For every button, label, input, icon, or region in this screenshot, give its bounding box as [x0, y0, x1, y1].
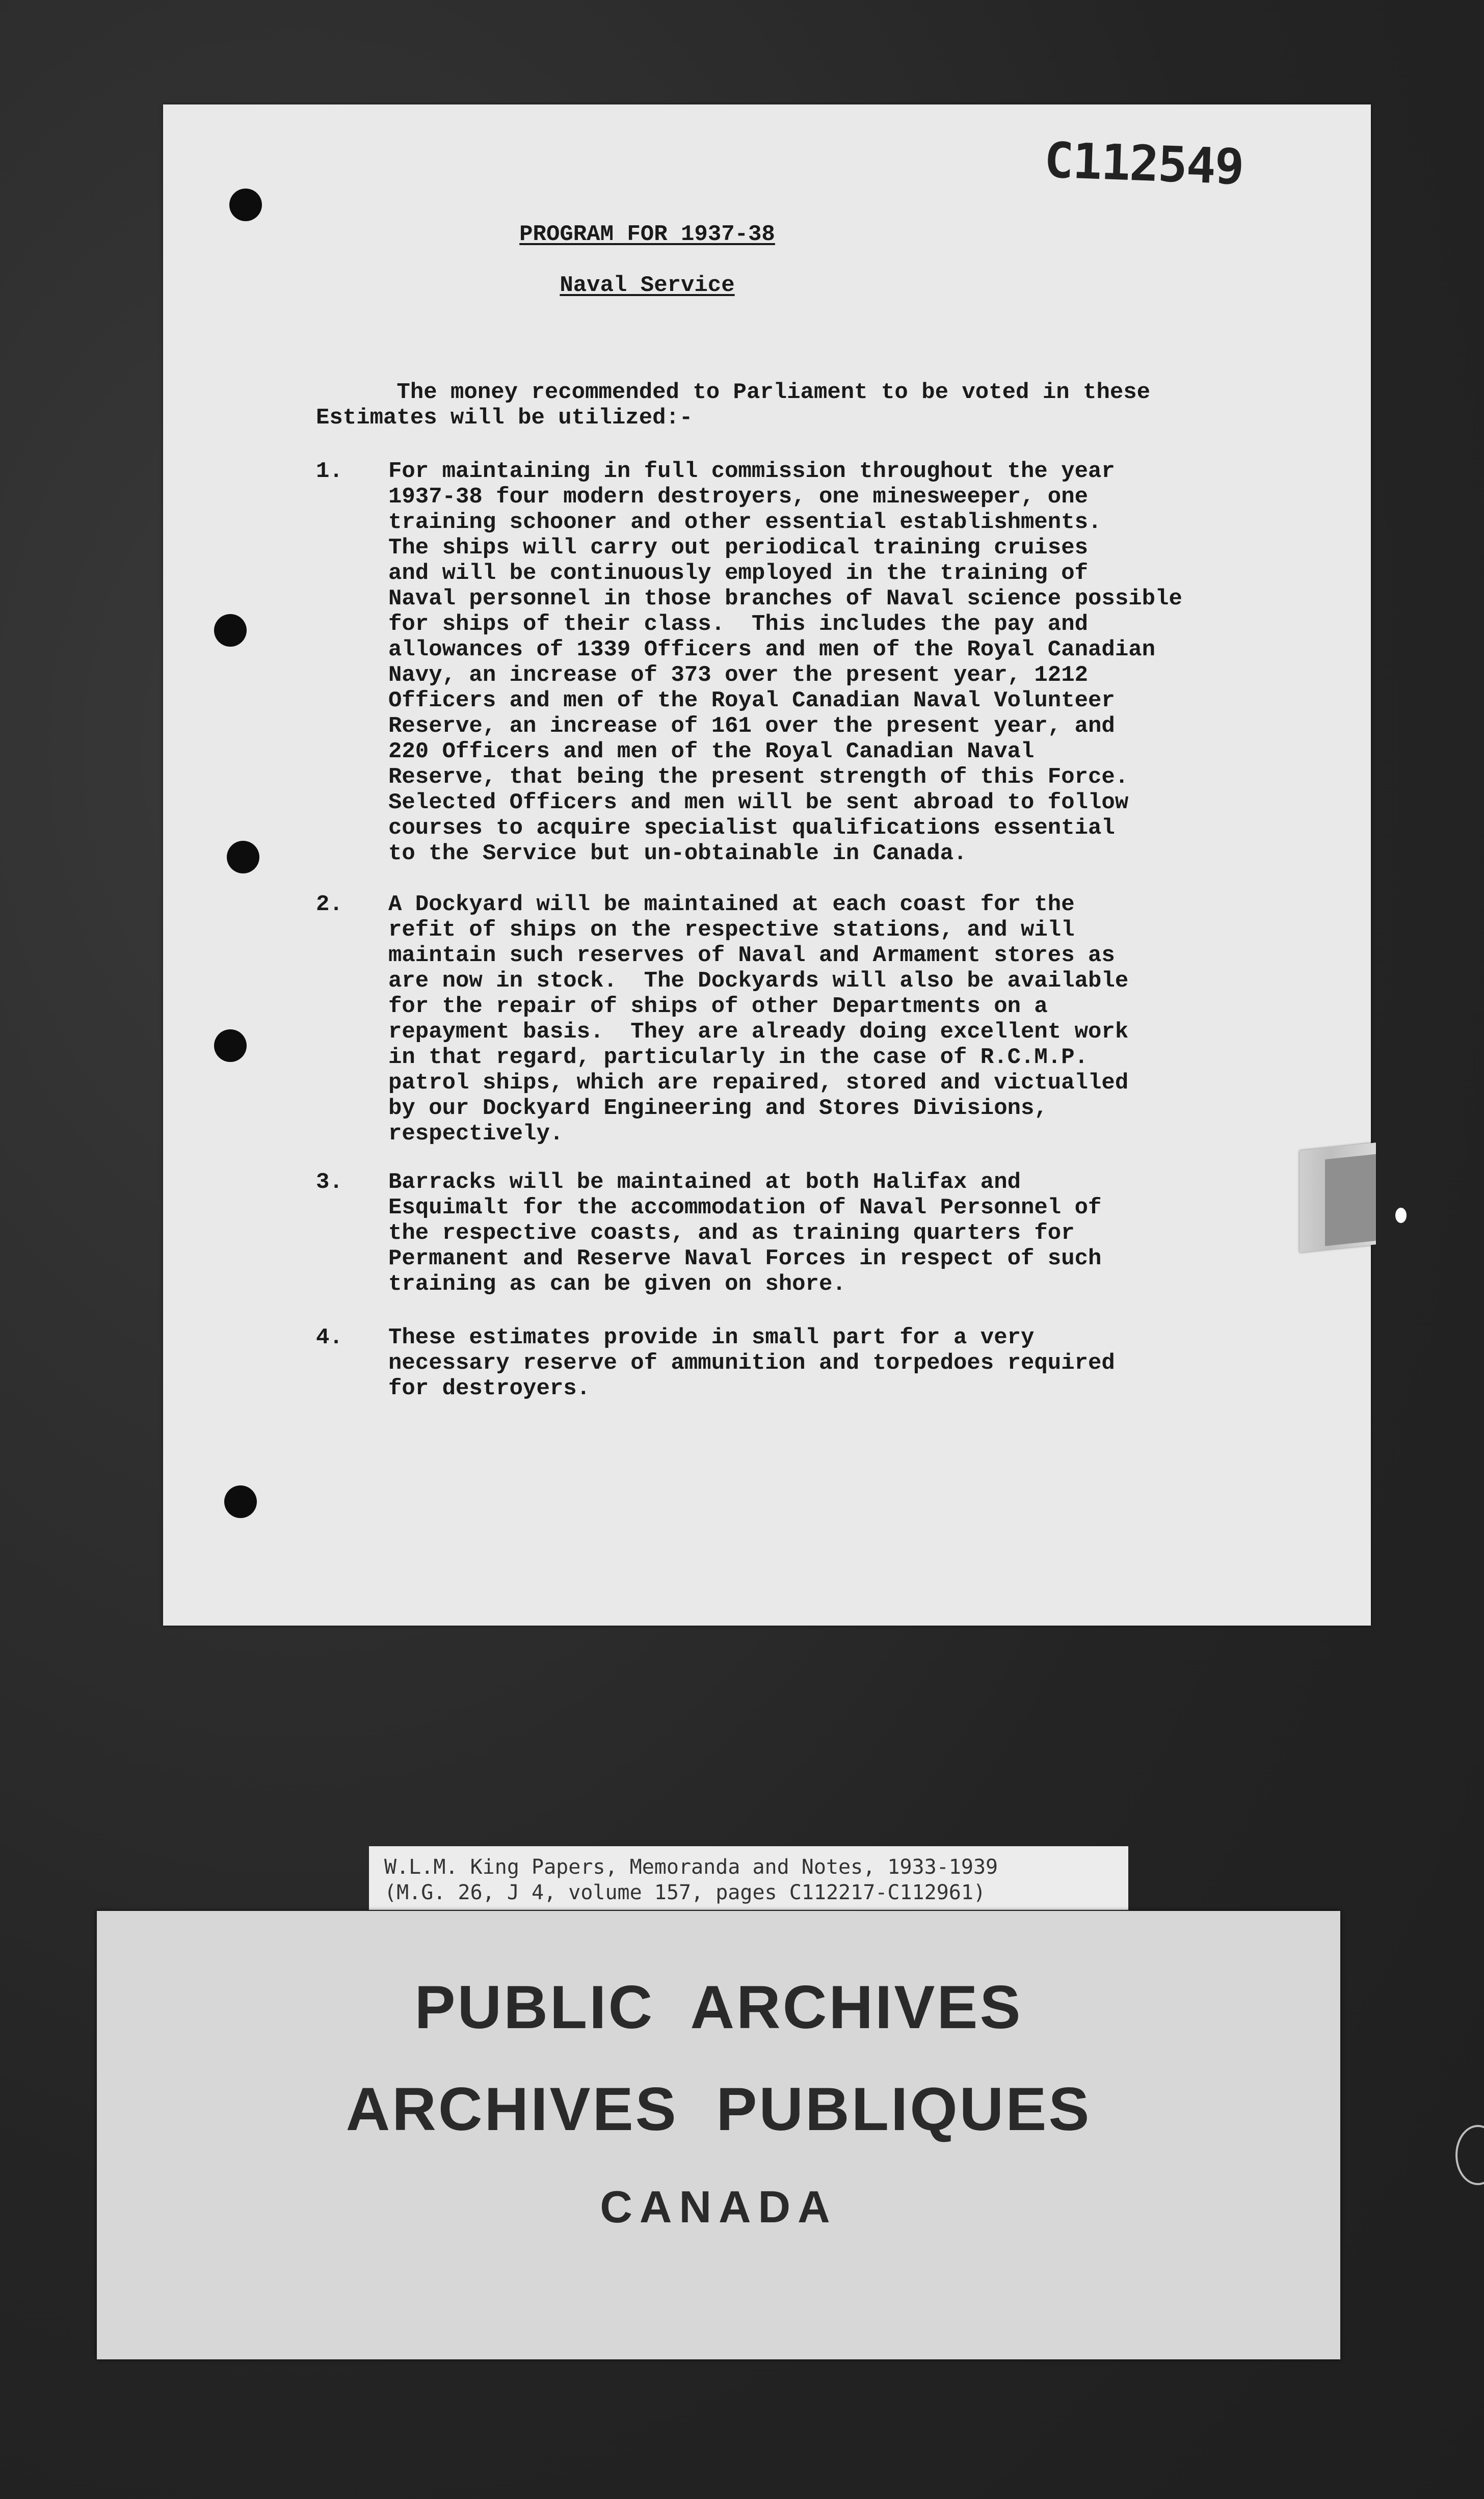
document-page	[163, 104, 1371, 1626]
archive-plate-french: ARCHIVES PUBLIQUES	[346, 2075, 1092, 2143]
archive-plate	[97, 1911, 1340, 2359]
item-number: 2.	[316, 892, 343, 917]
citation-line-1: W.L.M. King Papers, Memoranda and Notes, 1933-1939	[384, 1855, 998, 1879]
document-title: PROGRAM FOR 1937-38	[519, 222, 775, 247]
item-text: Barracks will be maintained at both Halifax and Esquimalt for the accommodation of Naval Personnel of the respective coasts, and as training quarters for Permanent and Reserve Naval Forces in respect of such training as can be given on shore.	[388, 1169, 1102, 1297]
punch-hole	[214, 1029, 247, 1062]
archive-plate-country: CANADA	[600, 2182, 837, 2232]
punch-hole	[227, 841, 259, 873]
paper-clip-shadow	[1325, 1154, 1376, 1246]
item-number: 3.	[316, 1169, 343, 1195]
punch-hole	[224, 1485, 257, 1518]
punch-hole	[214, 614, 247, 647]
intro-paragraph: The money recommended to Parliament to be voted in these Estimates will be utilized:-	[316, 380, 1151, 431]
citation-line-2: (M.G. 26, J 4, volume 157, pages C112217-C112961)	[384, 1881, 986, 1904]
archive-plate-english: PUBLIC ARCHIVES	[414, 1973, 1023, 2041]
item-text: For maintaining in full commission throughout the year 1937-38 four modern destroyers, one minesweeper, one training schooner and other essential establishments. The ships will carry out periodical training cruises and will be continuously employed in the training of Naval personnel in those branches of Naval science possible for ships of their class. This includes the pay and allowances of 1339 Officers and men of the Royal Canadian Navy, an increase of 373 over the present year, 1212 Officers and men of the Royal Canadian Naval Volunteer Reserve, an increase of 161 over the present year, and 220 Officers and men of the Royal Canadian Naval Reserve, that being the present strength of this Force. Selected Officers and men will be sent abroad to follow courses to acquire specialist qualifications essential to the Service but un-obtainable in Canada.	[388, 459, 1182, 866]
stamp-edge-mark	[1455, 2125, 1484, 2185]
item-number: 4.	[316, 1325, 343, 1350]
punch-hole	[229, 189, 262, 221]
item-number: 1.	[316, 459, 343, 484]
document-subtitle: Naval Service	[560, 273, 735, 298]
item-text: These estimates provide in small part for a very necessary reserve of ammunition and torpedoes required for destroyers.	[388, 1325, 1115, 1401]
source-citation-label	[369, 1846, 1128, 1910]
paper-clip-glint	[1395, 1208, 1407, 1223]
item-text: A Dockyard will be maintained at each coast for the refit of ships on the respective stations, and will maintain such reserves of Naval and Armament stores as are now in stock. The Dockyards will also be available for the repair of ships of other Departments on a repayment basis. They are already doing excellent work in that regard, particularly in the case of R.C.M.P. patrol ships, which are repaired, stored and victualled by our Dockyard Engineering and Stores Divisions, respectively.	[388, 892, 1129, 1147]
document-reference-number: C112549	[1043, 131, 1244, 196]
